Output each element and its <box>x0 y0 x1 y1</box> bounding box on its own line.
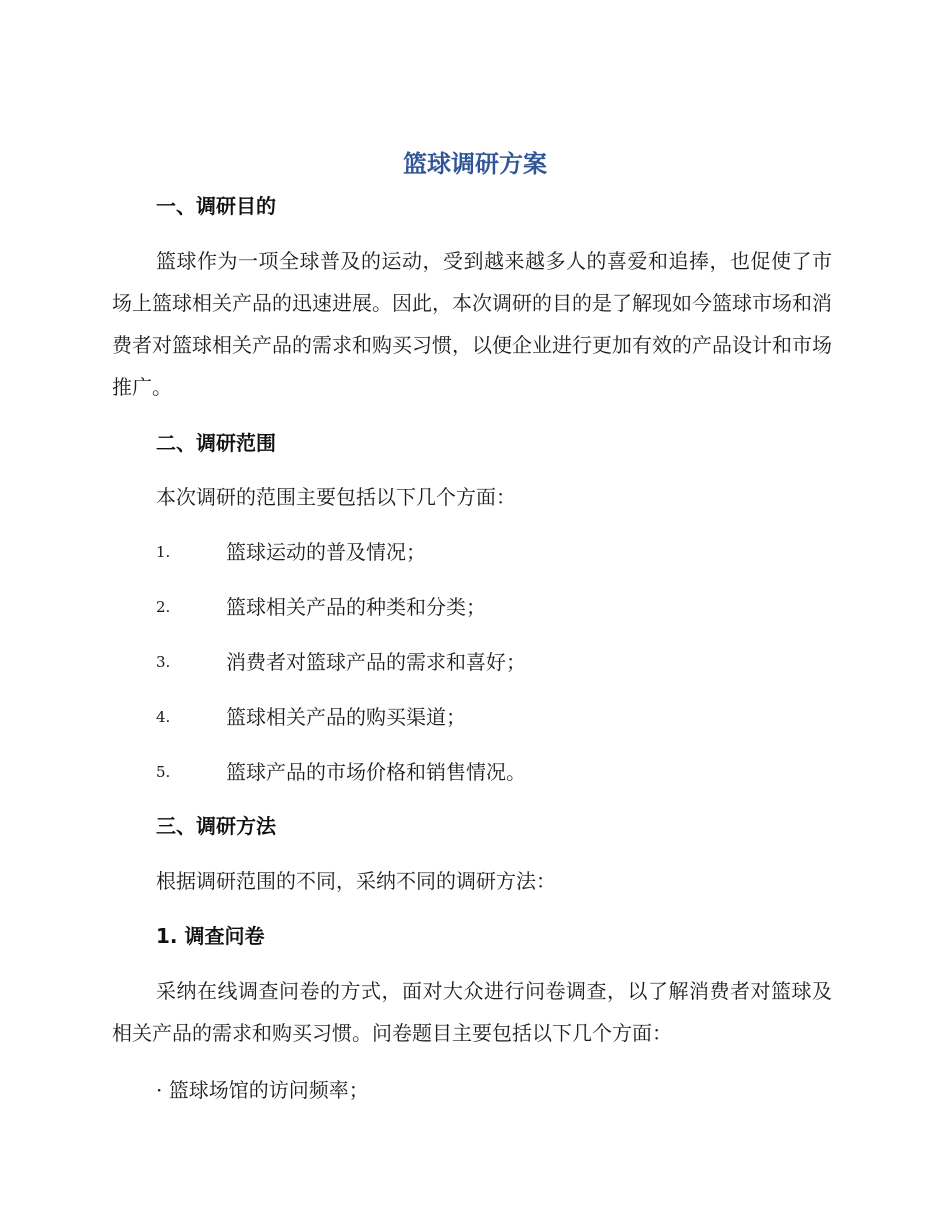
list-item-text: 篮球产品的市场价格和销售情况。 <box>226 760 526 784</box>
scope-intro: 本次调研的范围主要包括以下几个方面： <box>156 485 516 509</box>
paragraph-questionnaire: 采纳在线调查问卷的方式，面对大众进行问卷调查，以了解消费者对篮球及相关产品的需求和购买习惯。问卷题目主要包括以下几个方面： <box>112 979 832 1045</box>
section-heading-purpose: 一、调研目的 <box>156 194 276 218</box>
subheading-questionnaire: 1. 调查问卷 <box>156 924 265 948</box>
list-item-text: 篮球相关产品的种类和分类； <box>226 595 486 619</box>
bullet-item: · 篮球场馆的访问频率； <box>156 1078 369 1102</box>
list-item-number: 4. <box>156 708 171 726</box>
section-heading-method: 三、调研方法 <box>156 814 276 838</box>
list-item-number: 3. <box>156 653 171 671</box>
document-title: 篮球调研方案 <box>403 150 547 178</box>
list-item-text: 篮球相关产品的购买渠道； <box>226 705 466 729</box>
list-item-number: 2. <box>156 598 171 616</box>
list-item-number: 1. <box>156 543 171 561</box>
list-item-text: 篮球运动的普及情况； <box>226 540 426 564</box>
paragraph-purpose: 篮球作为一项全球普及的运动，受到越来越多人的喜爱和追捧，也促使了市场上篮球相关产品的迅速进展。因此，本次调研的目的是了解现如今篮球市场和消费者对篮球相关产品的需求和购买习惯，以便企业进行更加有效的产品设计和市场推广。 <box>112 249 832 399</box>
list-item-number: 5. <box>156 763 171 781</box>
method-intro: 根据调研范围的不同，采纳不同的调研方法： <box>156 869 556 893</box>
list-item-text: 消费者对篮球产品的需求和喜好； <box>226 650 526 674</box>
section-heading-scope: 二、调研范围 <box>156 431 276 455</box>
